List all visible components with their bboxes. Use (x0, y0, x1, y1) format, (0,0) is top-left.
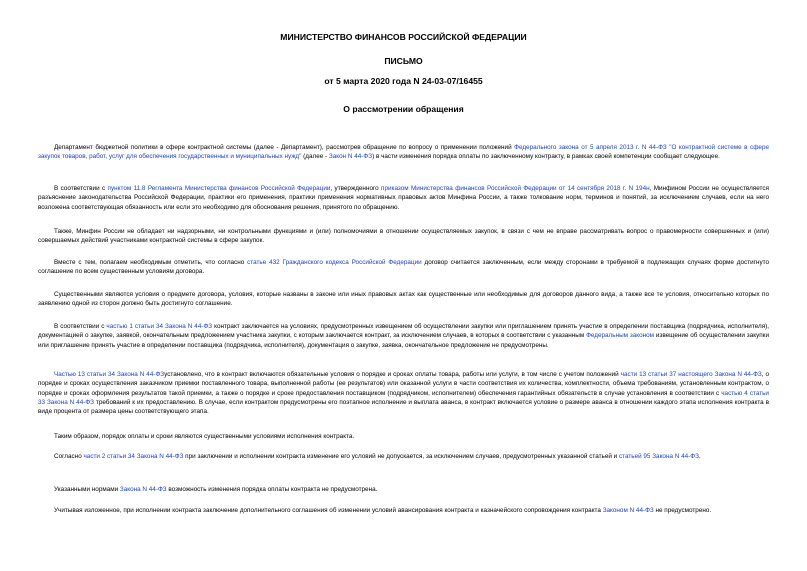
paragraph-text: , утвержденного (330, 185, 382, 192)
link-part2-art34[interactable]: части 2 статьи 34 Закона N 44-ФЗ (83, 453, 184, 460)
paragraph-8 (38, 432, 769, 441)
paragraph-text: Вместе с тем, полагаем необходимым отметить, что согласно (54, 259, 248, 266)
paragraph-text: (далее - (301, 153, 329, 161)
document-type: ПИСЬМО (384, 56, 423, 66)
link-part4-art33[interactable]: частью 4 статьи 33 Закона N 44-ФЗ (38, 389, 769, 406)
paragraph-6 (38, 322, 769, 350)
link-reglament-11-8[interactable]: пунктом 11.8 Регламента Министерства финансов Российской Федерации (107, 185, 331, 192)
document-subject: О рассмотрении обращения (343, 104, 464, 114)
link-part13-art34[interactable]: Частью 13 статьи 34 Закона N 44-ФЗ (54, 371, 165, 378)
paragraph-text: Существенными являются условия о предмете договора, условия, которые названы в законе или иных правовых актах как существенные или необходимые для договоров данного вида, а также все те условия, относительно которых по заявлению одной из сторон должно быть достигнуто соглашение. (38, 291, 769, 308)
paragraph-4 (38, 258, 769, 277)
paragraph-text: Учитывая изложенное, при исполнении контракта заключение дополнительного соглашения об изменении условий авансирования контракта и казначейского сопровождения контракта (54, 507, 603, 514)
link-law-44fz-2[interactable]: Закона N 44-ФЗ (119, 486, 167, 493)
paragraph-1 (38, 143, 769, 162)
link-law-44fz[interactable]: Закон N 44-ФЗ (328, 153, 373, 161)
paragraph-text: контракт заключается на условиях, предусмотренных извещением об осуществлении закупки или приглашением принять участие в определении поставщика (подрядчика, исполнителя), документацией о закупке, заявкой, окончательным предложением участника закупки, с которым заключается контракт, за исключением случаев, в которых в соответствии с указанным (38, 323, 770, 340)
paragraph-text: ) в части изменения порядка оплаты по заключенному контракту, в рамках своей компетенции сообщает следующее. (372, 153, 720, 161)
paragraph-text: не предусмотрено. (653, 507, 712, 514)
link-federal-law-44fz[interactable]: Федерального закона от 5 апреля 2013 г. N 44-ФЗ "О контрактной системе в сфере закупок товаров, работ, услуг для обеспечения государственных и муниципальных нужд" (38, 144, 770, 161)
link-federal-law[interactable]: Федеральным законом (586, 332, 655, 340)
paragraph-text: В соответствии с (54, 185, 108, 192)
paragraph-text: , Минфином России не осуществляется разъяснение законодательства Российской Федерации, практики его применения, практики применения нормативных правовых актов Минфина России, а также толкование норм, терминов и понятий, за исключением случаев, если на него возложена соответствующая обязанность или если это необходимо для обоснования решения, принятого по обращению. (38, 185, 769, 211)
paragraph-text: Также, Минфин России не обладает ни надзорными, ни контрольными функциями и (или) полномочиями в отношении осуществляемых закупок, в связи с чем не вправе рассматривать вопрос о правомерности совершенных и (или) совершаемых действий участниками контрактной системы в сфере закупок. (38, 228, 769, 245)
link-law-44fz-3[interactable]: Законом N 44-ФЗ (602, 507, 654, 514)
link-part13-art37[interactable]: части 13 статьи 37 настоящего Закона N 44-ФЗ (620, 371, 762, 378)
link-art95[interactable]: статьей 95 Закона N 44-ФЗ (618, 453, 699, 460)
paragraph-text: установлено, что в контракт включаются обязательные условия о порядке и сроках оплаты товара, работы или услуги, в том числе с учетом положений (164, 371, 621, 378)
paragraph-text: требований к их предоставлению. В случае, если контрактом предусмотрены его поэтапное исполнение и выплата аванса, в контракт включается условие о размере аванса в отношении каждого этапа исполнения контракта в виде процента от размера цены соответствующего этапа. (38, 398, 769, 416)
paragraph-text: Согласно (54, 453, 84, 460)
link-part1-art34[interactable]: частью 1 статьи 34 Закона N 44-ФЗ (106, 323, 213, 330)
paragraph-7 (38, 370, 769, 416)
paragraph-2 (38, 184, 769, 212)
paragraph-text: В соответствии с (54, 323, 107, 330)
link-civil-code-432[interactable]: статье 432 Гражданского кодекса Российской Федерации (247, 259, 422, 266)
paragraph-text: Указанными нормами (54, 486, 120, 493)
paragraph-text: возможность изменения порядка оплаты контракта не предусмотрена. (166, 486, 378, 493)
paragraph-3 (38, 227, 769, 246)
paragraph-text: при заключении и исполнении контракта изменение его условий не допускается, за исключением случаев, предусмотренных указанной статьей и (183, 453, 619, 460)
paragraph-text: , о порядке и сроках осуществления заказчиком приемки поставленного товара, выполненной работы (ее результатов) или оказанной услуги в части соответствия их количества, комплектности, объема требованиям, установленным контрактом, о порядке и сроках оформления результатов такой приемки, а также о порядке и сроке предоставления поставщиком (подрядчиком, исполнителем) обеспечения гарантийных обязательств в случае установления в соответствии с (38, 371, 769, 397)
paragraph-text: Таким образом, порядок оплаты и сроки являются существенными условиями исполнения контракта. (54, 433, 355, 440)
document-date-number: от 5 марта 2020 года N 24-03-07/16455 (324, 76, 483, 86)
paragraph-text: . (698, 453, 701, 460)
ministry-title: МИНИСТЕРСТВО ФИНАНСОВ РОССИЙСКОЙ ФЕДЕРАЦИИ (280, 32, 527, 42)
paragraph-5 (38, 290, 769, 309)
paragraph-text: договор считается заключенным, если между сторонами в требуемой в подлежащих случаях форме достигнуто соглашение по всем существенным условиям договора. (38, 259, 769, 276)
paragraph-10 (38, 485, 769, 494)
paragraph-9 (38, 452, 769, 461)
link-order-194n[interactable]: приказом Министерства финансов Российской Федерации от 14 сентября 2018 г. N 194н (381, 185, 650, 192)
paragraph-text: извещение об осуществлении закупки или приглашение принять участие в определении поставщика (подрядчика, исполнителя), документация о закупке, заявка, окончательное предложение не предусмотрены. (38, 332, 769, 349)
paragraph-text: Департамент бюджетной политики в сфере контрактной системы (далее - Департамент), рассмотрев обращение по вопросу о применении положений (54, 144, 515, 151)
paragraph-11 (38, 506, 769, 515)
